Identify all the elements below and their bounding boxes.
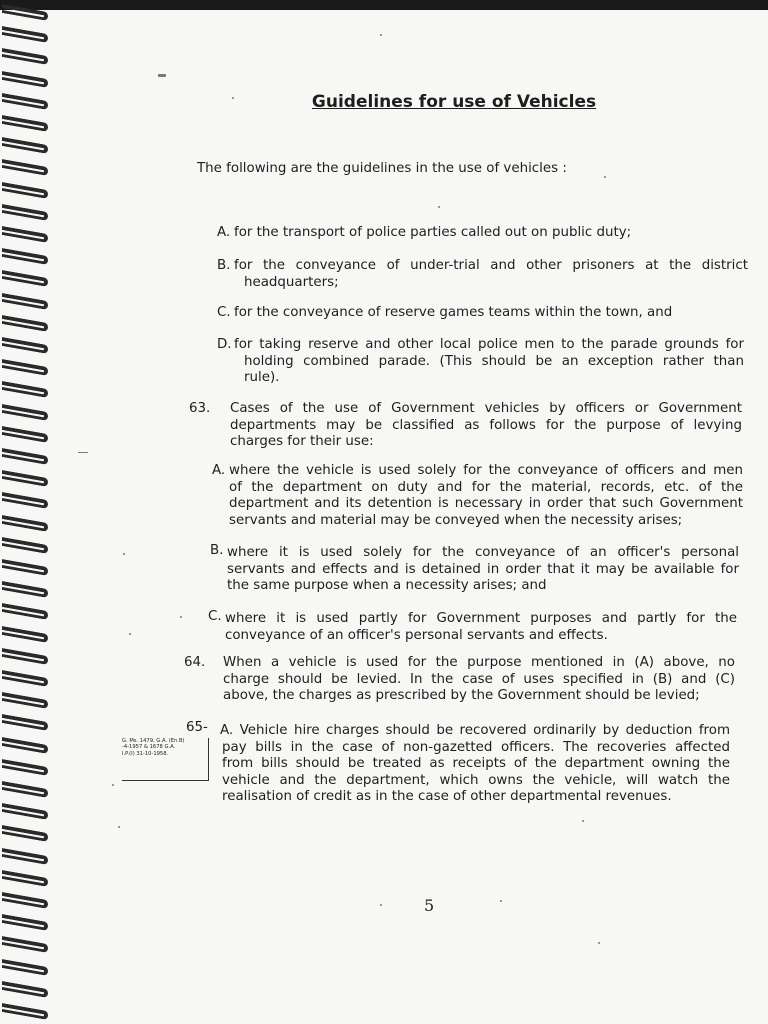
line: A. Vehicle hire charges should be recovered ordinarily by deduction from	[220, 723, 730, 738]
spiral-binding	[0, 0, 60, 1024]
line: servants and effects and is detained in order that it may be available for	[227, 561, 739, 577]
binding-coil	[2, 737, 48, 754]
binding-coil	[2, 359, 48, 376]
binding-coil	[2, 448, 48, 465]
line: charges for their use:	[230, 434, 374, 450]
line: holding combined parade. (This should be an exception rather than	[244, 353, 744, 369]
line: department and its detention is necessary in order that such Government	[229, 496, 743, 512]
line: vehicle and the department, which owns the vehicle, will watch the	[222, 772, 730, 788]
scan-speck	[500, 900, 502, 902]
scan-speck	[582, 820, 584, 822]
list-item-marker: B.	[210, 543, 224, 558]
list-item-prisoners	[234, 258, 748, 291]
line: charge should be levied. In the case of uses specified in (B) and (C)	[223, 671, 735, 687]
margin-note-line: I.P.(I) 31-10-1958.	[122, 750, 169, 757]
binding-coil	[2, 559, 48, 576]
list-item-officers-men	[229, 463, 743, 529]
binding-coil	[2, 892, 48, 909]
line: Cases of the use of Government vehicles by officers or Government	[230, 401, 742, 416]
margin-note-line: G. Ms. 1479, G.A. (En.B)	[122, 738, 185, 744]
binding-coil	[2, 781, 48, 798]
line: above, the charges as prescribed by the Government should be levied;	[223, 688, 700, 704]
paragraph-number-64: 64.	[184, 655, 206, 670]
binding-coil	[2, 537, 48, 554]
binding-coil	[2, 48, 48, 65]
paragraph-number-63: 63.	[189, 401, 211, 416]
scan-speck	[123, 553, 125, 555]
binding-coil	[2, 470, 48, 487]
line: where it is used partly for Government purposes and partly for the	[225, 611, 737, 626]
line: for taking reserve and other local police men to the parade grounds for	[234, 337, 744, 352]
binding-coil	[2, 71, 48, 88]
scan-speck	[598, 942, 600, 944]
line: departments may be classified as follows for the purpose of levying	[230, 417, 742, 433]
binding-coil	[2, 870, 48, 887]
binding-coil	[2, 492, 48, 509]
binding-coil	[2, 4, 48, 21]
scan-speck	[158, 74, 166, 77]
binding-coil	[2, 714, 48, 731]
binding-coil	[2, 670, 48, 687]
scan-speck	[129, 633, 131, 635]
line: for the conveyance of reserve games teams within the town, and	[234, 305, 673, 320]
binding-coil	[2, 337, 48, 354]
line: where it is used solely for the conveyance of an officer's personal	[227, 545, 739, 560]
binding-coil	[2, 381, 48, 398]
binding-coil	[2, 404, 48, 421]
binding-coil	[2, 803, 48, 820]
binding-coil	[2, 137, 48, 154]
binding-coil	[2, 692, 48, 709]
binding-coil	[2, 936, 48, 953]
page-title: Guidelines for use of Vehicles	[311, 92, 597, 112]
binding-coil	[2, 848, 48, 865]
binding-coil	[2, 759, 48, 776]
scanner-edge	[0, 0, 768, 10]
scan-speck	[604, 176, 606, 178]
line: conveyance of an officer's personal servants and effects.	[225, 627, 608, 643]
list-item-parade	[234, 337, 744, 387]
binding-coil	[2, 26, 48, 43]
scan-speck	[180, 616, 182, 618]
list-item-marker: C.	[208, 609, 222, 624]
line: realisation of credit as in the case of other departmental revenues.	[222, 789, 672, 805]
binding-coil	[2, 270, 48, 287]
binding-coil	[2, 825, 48, 842]
binding-coil	[2, 581, 48, 598]
binding-coil	[2, 159, 48, 176]
binding-coil	[2, 226, 48, 243]
scan-speck	[112, 784, 114, 786]
binding-coil	[2, 914, 48, 931]
paragraph-number-65: 65-	[186, 720, 208, 735]
line: for the transport of police parties called out on public duty;	[234, 225, 632, 240]
list-item-personal-servants	[227, 545, 739, 595]
binding-coil	[2, 648, 48, 665]
line: where the vehicle is used solely for the conveyance of officers and men	[229, 463, 743, 478]
line: rule).	[244, 370, 280, 386]
list-item-marker: A.	[212, 463, 226, 478]
binding-coil	[2, 115, 48, 132]
list-item-partly-government	[225, 611, 737, 644]
scan-speck	[232, 97, 234, 99]
scan-speck	[78, 452, 88, 453]
paragraph-64	[223, 655, 735, 705]
line: of the department on duty and for the material, records, etc. of the	[229, 479, 743, 495]
line: headquarters;	[244, 274, 339, 290]
intro-text: The following are the guidelines in the use of vehicles :	[197, 161, 567, 176]
list-item-marker: A.	[217, 225, 231, 240]
margin-note-line: -4-1957 & 1678 G.A.	[122, 744, 176, 751]
scan-speck	[380, 34, 382, 36]
list-item-marker: B.	[217, 258, 231, 273]
line: the same purpose when a necessity arises; and	[227, 578, 547, 594]
list-item-games-teams	[234, 305, 694, 322]
binding-coil	[2, 182, 48, 199]
scan-speck	[438, 206, 440, 208]
binding-coil	[2, 981, 48, 998]
binding-coil	[2, 293, 48, 310]
binding-coil	[2, 959, 48, 976]
scan-speck	[380, 904, 382, 906]
page-number: 5	[424, 896, 435, 915]
line: When a vehicle is used for the purpose mentioned in (A) above, no	[223, 655, 735, 670]
scan-speck	[118, 826, 120, 828]
binding-coil	[2, 626, 48, 643]
paragraph-65	[220, 723, 730, 806]
line: servants and material may be conveyed when the necessity arises;	[229, 512, 683, 528]
line: pay bills in the case of non-gazetted officers. The recoveries affected	[222, 739, 730, 755]
binding-coil	[2, 248, 48, 265]
margin-reference-note	[122, 738, 209, 781]
paragraph-63	[230, 401, 742, 451]
binding-coil	[2, 315, 48, 332]
line: for the conveyance of under-trial and other prisoners at the district	[234, 258, 748, 273]
binding-coil	[2, 603, 48, 620]
binding-coil	[2, 515, 48, 532]
line: from bills should be treated as receipts of the department owning the	[222, 756, 730, 772]
list-item-transport	[234, 225, 654, 242]
binding-coil	[2, 204, 48, 221]
list-item-marker: C.	[217, 305, 231, 320]
binding-coil	[2, 1003, 48, 1020]
binding-coil	[2, 426, 48, 443]
list-item-marker: D.	[217, 337, 232, 352]
